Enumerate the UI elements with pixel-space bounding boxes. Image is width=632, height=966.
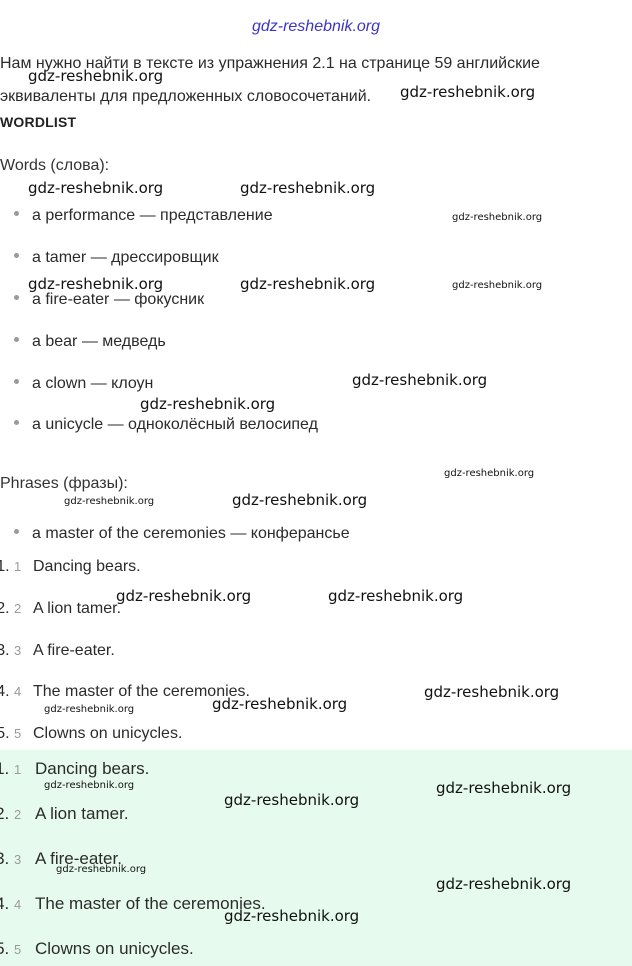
intro-line-1: Нам нужно найти в тексте из упражнения 2.1 на странице 59 английские xyxy=(0,55,540,72)
watermark: gdz-reshebnik.org xyxy=(452,280,543,291)
bullet-icon xyxy=(14,379,19,384)
bullet-icon xyxy=(14,253,19,258)
watermark: gdz-reshebnik.org xyxy=(424,683,560,701)
watermark: gdz-reshebnik.org xyxy=(452,212,543,223)
phrases-heading: Phrases (фразы): xyxy=(0,475,128,492)
answer-item: 1. 1 Dancing bears. xyxy=(14,759,149,779)
exercise-item: 5. 5 Clowns on unicycles. xyxy=(14,725,182,743)
watermark: gdz-reshebnik.org xyxy=(212,695,348,713)
watermark: gdz-reshebnik.org xyxy=(352,371,488,389)
words-heading: Words (слова): xyxy=(0,157,110,174)
watermark: gdz-reshebnik.org xyxy=(224,907,360,925)
intro-line-2: эквиваленты для предложенных словосочетаний. xyxy=(0,88,372,105)
wordlist-heading: WORDLIST xyxy=(0,114,77,130)
watermark: gdz-reshebnik.org xyxy=(224,791,360,809)
bullet-icon xyxy=(14,211,19,216)
list-item: a fire-eater — фокусник xyxy=(14,291,204,309)
list-item: a clown — клоун xyxy=(14,375,153,393)
answer-item: 2. 2 A lion tamer. xyxy=(14,804,129,824)
watermark: gdz-reshebnik.org xyxy=(28,179,164,197)
watermark: gdz-reshebnik.org xyxy=(56,864,147,875)
watermark: gdz-reshebnik.org xyxy=(436,779,572,797)
watermark: gdz-reshebnik.org xyxy=(328,587,464,605)
answer-item: 3. 3 A fire-eater. xyxy=(14,849,122,869)
bullet-icon xyxy=(14,337,19,342)
watermark: gdz-reshebnik.org xyxy=(400,83,536,101)
watermark: gdz-reshebnik.org xyxy=(44,780,135,791)
watermark: gdz-reshebnik.org xyxy=(240,179,376,197)
watermark: gdz-reshebnik.org xyxy=(44,704,135,715)
answer-item: 5. 5 Clowns on unicycles. xyxy=(14,939,194,959)
list-item: a unicycle — одноколёсный велосипед xyxy=(14,416,318,434)
list-item: a bear — медведь xyxy=(14,333,166,351)
watermark: gdz-reshebnik.org xyxy=(444,468,535,479)
exercise-item: 1. 1 Dancing bears. xyxy=(14,558,141,576)
site-header-watermark: gdz-reshebnik.org xyxy=(251,18,381,35)
watermark: gdz-reshebnik.org xyxy=(64,496,155,507)
watermark: gdz-reshebnik.org xyxy=(240,275,376,293)
watermark: gdz-reshebnik.org xyxy=(28,275,164,293)
watermark: gdz-reshebnik.org xyxy=(116,587,252,605)
bullet-icon xyxy=(14,529,19,534)
watermark: gdz-reshebnik.org xyxy=(28,67,164,85)
answer-item: 4. 4 The master of the ceremonies. xyxy=(14,894,266,914)
watermark: gdz-reshebnik.org xyxy=(436,875,572,893)
bullet-icon xyxy=(14,295,19,300)
exercise-item: 4. 4 The master of the ceremonies. xyxy=(14,683,250,701)
list-item: a master of the ceremonies — конферансье xyxy=(14,525,350,543)
bullet-icon xyxy=(14,420,19,425)
watermark: gdz-reshebnik.org xyxy=(140,395,276,413)
exercise-item: 2. 2 A lion tamer. xyxy=(14,600,121,618)
list-item: a tamer — дрессировщик xyxy=(14,249,219,267)
watermark: gdz-reshebnik.org xyxy=(232,491,368,509)
list-item: a performance — представление xyxy=(14,207,273,225)
exercise-item: 3. 3 A fire-eater. xyxy=(14,642,115,660)
